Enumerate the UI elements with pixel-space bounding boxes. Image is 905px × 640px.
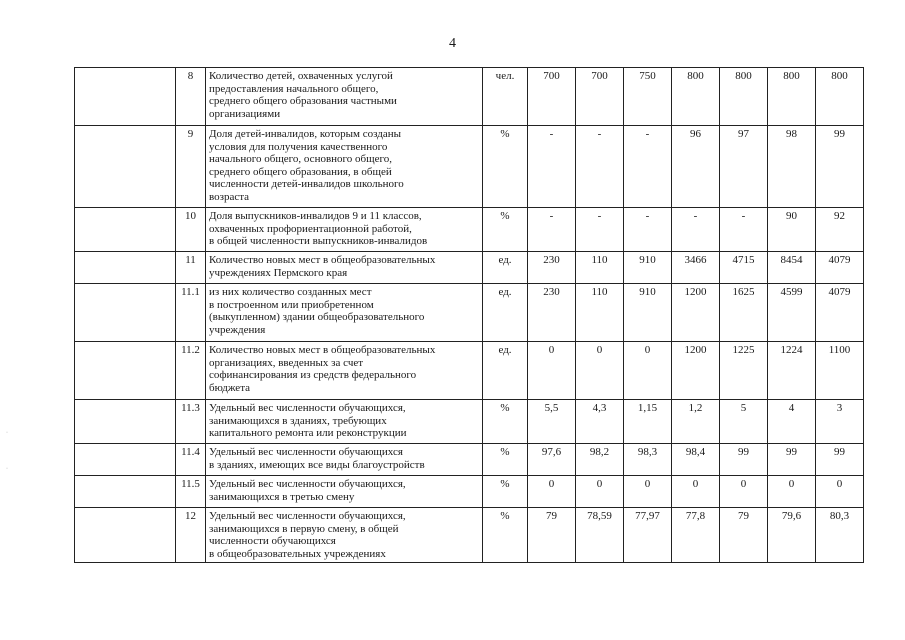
indicator-name: Доля детей-инвалидов, которым созданы условия для получения качественного начального общего, основного общего, среднего общего образования, в общей численности детей-инвалидов школьного возраста bbox=[206, 126, 483, 208]
table-row bbox=[75, 476, 864, 508]
value-cell: 77,8 bbox=[672, 508, 720, 563]
blank-cell bbox=[75, 68, 176, 126]
value-cell: 800 bbox=[672, 68, 720, 126]
row-number: 11.1 bbox=[176, 284, 206, 342]
row-number: 9 bbox=[176, 126, 206, 208]
unit-cell: % bbox=[483, 476, 528, 508]
table-row bbox=[75, 508, 864, 563]
value-cell: 110 bbox=[576, 284, 624, 342]
value-cell: - bbox=[720, 208, 768, 252]
value-cell: 79,6 bbox=[768, 508, 816, 563]
indicator-name: Удельный вес численности обучающихся в зданиях, имеющих все виды благоустройств bbox=[206, 444, 483, 476]
value-cell: 910 bbox=[624, 252, 672, 284]
value-cell: 4 bbox=[768, 400, 816, 444]
value-cell: 90 bbox=[768, 208, 816, 252]
value-cell: 97 bbox=[720, 126, 768, 208]
value-cell: 3 bbox=[816, 400, 864, 444]
value-cell: 230 bbox=[528, 284, 576, 342]
value-cell: 80,3 bbox=[816, 508, 864, 563]
value-cell: 1,2 bbox=[672, 400, 720, 444]
value-cell: - bbox=[672, 208, 720, 252]
value-cell: 78,59 bbox=[576, 508, 624, 563]
indicator-name: Количество новых мест в общеобразовательных учреждениях Пермского края bbox=[206, 252, 483, 284]
indicator-name: из них количество созданных мест в построенном или приобретенном (выкупленном) здании общеобразовательного учреждения bbox=[206, 284, 483, 342]
value-cell: 98 bbox=[768, 126, 816, 208]
value-cell: 4079 bbox=[816, 284, 864, 342]
unit-cell: % bbox=[483, 444, 528, 476]
value-cell: 98,2 bbox=[576, 444, 624, 476]
indicator-name: Удельный вес численности обучающихся, занимающихся в первую смену, в общей численности обучающихся в общеобразовательных учреждениях bbox=[206, 508, 483, 563]
value-cell: 77,97 bbox=[624, 508, 672, 563]
value-cell: 5 bbox=[720, 400, 768, 444]
row-number: 11.3 bbox=[176, 400, 206, 444]
value-cell: - bbox=[576, 126, 624, 208]
value-cell: 4,3 bbox=[576, 400, 624, 444]
value-cell: 1200 bbox=[672, 284, 720, 342]
value-cell: 5,5 bbox=[528, 400, 576, 444]
blank-cell bbox=[75, 476, 176, 508]
row-number: 11.2 bbox=[176, 342, 206, 400]
blank-cell bbox=[75, 400, 176, 444]
table-row bbox=[75, 342, 864, 400]
row-number: 11.4 bbox=[176, 444, 206, 476]
blank-cell bbox=[75, 208, 176, 252]
value-cell: 99 bbox=[768, 444, 816, 476]
table-row bbox=[75, 252, 864, 284]
blank-cell bbox=[75, 508, 176, 563]
unit-cell: ед. bbox=[483, 284, 528, 342]
unit-cell: чел. bbox=[483, 68, 528, 126]
row-number: 8 bbox=[176, 68, 206, 126]
value-cell: 96 bbox=[672, 126, 720, 208]
unit-cell: ед. bbox=[483, 342, 528, 400]
value-cell: 0 bbox=[576, 342, 624, 400]
table-row bbox=[75, 284, 864, 342]
value-cell: - bbox=[624, 208, 672, 252]
unit-cell: % bbox=[483, 208, 528, 252]
value-cell: 700 bbox=[576, 68, 624, 126]
value-cell: 4715 bbox=[720, 252, 768, 284]
value-cell: - bbox=[624, 126, 672, 208]
indicator-name: Доля выпускников-инвалидов 9 и 11 классов, охваченных профориентационной работой, в общей численности выпускников-инвалидов bbox=[206, 208, 483, 252]
value-cell: - bbox=[528, 208, 576, 252]
value-cell: 0 bbox=[528, 342, 576, 400]
value-cell: 97,6 bbox=[528, 444, 576, 476]
value-cell: 98,4 bbox=[672, 444, 720, 476]
value-cell: 0 bbox=[768, 476, 816, 508]
row-number: 12 bbox=[176, 508, 206, 563]
value-cell: 92 bbox=[816, 208, 864, 252]
unit-cell: % bbox=[483, 126, 528, 208]
value-cell: 0 bbox=[720, 476, 768, 508]
value-cell: 79 bbox=[720, 508, 768, 563]
value-cell: - bbox=[576, 208, 624, 252]
blank-cell bbox=[75, 126, 176, 208]
indicator-name: Удельный вес численности обучающихся, занимающихся в зданиях, требующих капитального ремонта или реконструкции bbox=[206, 400, 483, 444]
value-cell: 750 bbox=[624, 68, 672, 126]
value-cell: 800 bbox=[768, 68, 816, 126]
value-cell: 99 bbox=[720, 444, 768, 476]
value-cell: 700 bbox=[528, 68, 576, 126]
value-cell: 99 bbox=[816, 126, 864, 208]
value-cell: 230 bbox=[528, 252, 576, 284]
value-cell: 79 bbox=[528, 508, 576, 563]
value-cell: 98,3 bbox=[624, 444, 672, 476]
table-row bbox=[75, 208, 864, 252]
table-row bbox=[75, 400, 864, 444]
value-cell: 99 bbox=[816, 444, 864, 476]
value-cell: 0 bbox=[624, 342, 672, 400]
value-cell: 1100 bbox=[816, 342, 864, 400]
value-cell: 4079 bbox=[816, 252, 864, 284]
unit-cell: % bbox=[483, 508, 528, 563]
table-row bbox=[75, 126, 864, 208]
indicators-table bbox=[74, 67, 864, 563]
blank-cell bbox=[75, 284, 176, 342]
value-cell: 4599 bbox=[768, 284, 816, 342]
value-cell: 1224 bbox=[768, 342, 816, 400]
value-cell: 3466 bbox=[672, 252, 720, 284]
unit-cell: ед. bbox=[483, 252, 528, 284]
indicator-name: Удельный вес численности обучающихся, занимающихся в третью смену bbox=[206, 476, 483, 508]
blank-cell bbox=[75, 444, 176, 476]
value-cell: 1625 bbox=[720, 284, 768, 342]
blank-cell bbox=[75, 342, 176, 400]
value-cell: 800 bbox=[816, 68, 864, 126]
row-number: 10 bbox=[176, 208, 206, 252]
unit-cell: % bbox=[483, 400, 528, 444]
value-cell: 1,15 bbox=[624, 400, 672, 444]
value-cell: 1225 bbox=[720, 342, 768, 400]
value-cell: 0 bbox=[816, 476, 864, 508]
indicator-name: Количество новых мест в общеобразовательных организациях, введенных за счет софинансирования из средств федерального бюджета bbox=[206, 342, 483, 400]
value-cell: 910 bbox=[624, 284, 672, 342]
value-cell: 110 bbox=[576, 252, 624, 284]
value-cell: 0 bbox=[624, 476, 672, 508]
value-cell: 8454 bbox=[768, 252, 816, 284]
page-number: 4 bbox=[449, 36, 456, 51]
row-number: 11.5 bbox=[176, 476, 206, 508]
table-row bbox=[75, 68, 864, 126]
indicator-name: Количество детей, охваченных услугой предоставления начального общего, среднего общего образования частными организациями bbox=[206, 68, 483, 126]
table-row bbox=[75, 444, 864, 476]
value-cell: 0 bbox=[576, 476, 624, 508]
row-number: 11 bbox=[176, 252, 206, 284]
value-cell: - bbox=[528, 126, 576, 208]
value-cell: 1200 bbox=[672, 342, 720, 400]
value-cell: 0 bbox=[672, 476, 720, 508]
blank-cell bbox=[75, 252, 176, 284]
scan-artifacts: · · bbox=[6, 430, 8, 472]
value-cell: 0 bbox=[528, 476, 576, 508]
value-cell: 800 bbox=[720, 68, 768, 126]
